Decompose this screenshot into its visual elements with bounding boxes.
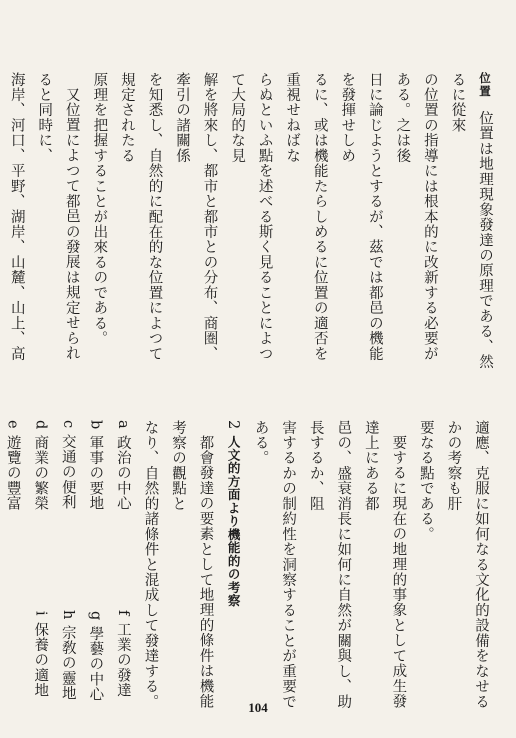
text-line: 要なる點である。 <box>417 420 434 542</box>
position-paragraph <box>85 72 498 372</box>
list-item <box>81 420 109 720</box>
list-item <box>26 420 54 720</box>
text-line: 要するに現在の地理的事象として成生發達上にある都 <box>362 420 407 709</box>
list-letter: c <box>59 420 76 429</box>
list-text: 交通の便利 <box>59 434 76 511</box>
lower-text-block <box>0 420 494 720</box>
text-line: を知悉し、自然的に配在的な位置によつて規定されたる <box>118 72 163 362</box>
list-text: 商業の繁榮 <box>32 435 49 512</box>
list-text: 政治の中心 <box>114 434 131 511</box>
text-line: 害するかの制約性を洞察することが重要である。 <box>252 420 297 710</box>
list-item <box>0 420 26 720</box>
text-line: 海岸、河口、平野、湖岸、山麓、山上、高 <box>8 72 25 362</box>
text-line: るに、或は機能たらしめるに位置の適否を重視せねばな <box>284 72 328 362</box>
text-line: 邑の、盛衰消長に如何に自然が關與し、助長するか、阻 <box>307 420 352 710</box>
text-line: らぬといふ點を述べる斯く見ることによつて大局的な見 <box>229 72 273 362</box>
function-list <box>0 420 136 720</box>
list-letter: a <box>114 420 131 430</box>
list-text: 保養の適地 <box>32 621 49 698</box>
text-line: 日に論じようとするが、茲では都邑の機能を發揮せしめ <box>339 72 383 362</box>
text-line: 解を將來し、都市と都市との分布、商圏、牽引の諸關係 <box>173 72 218 362</box>
list-text: 工業の發達 <box>114 621 131 698</box>
subsection-heading <box>219 420 247 720</box>
subsection-paragraph <box>136 420 219 720</box>
list-item <box>108 420 136 720</box>
list-text: 軍事の要地 <box>87 435 104 512</box>
position-paragraph-2 <box>0 72 85 372</box>
upper-text-block <box>0 72 498 372</box>
text-line: 原理を把握することが出來るのである。 <box>91 72 108 347</box>
page-number: 104 <box>248 700 268 715</box>
subsection-title: 人文的方面より機能的の考察 <box>226 435 242 608</box>
text-line: 又位置によつて都邑の發展は規定せられると同時に、 <box>36 72 80 361</box>
list-item <box>53 420 81 720</box>
text-line: 都會發達の要素として地理的條件は機能考察の觀點と <box>169 420 214 709</box>
list-letter: e <box>4 420 21 430</box>
list-text: 學藝の中心 <box>87 626 104 703</box>
text-line: 適應、克服に如何なる文化的設備をなせるかの考察も肝 <box>445 420 489 710</box>
list-text: 宗敎の靈地 <box>59 625 76 702</box>
text-line: なり、自然的諸條件と混成して發達する。 <box>142 420 159 710</box>
list-letter: h <box>59 609 76 620</box>
list-letter: b <box>87 420 104 431</box>
section-heading-position: 位置 <box>478 72 492 98</box>
list-letter: i <box>32 611 49 617</box>
summary-paragraph <box>246 420 411 720</box>
text-line: 位置は地理現象發達の原理である、然るに從來 <box>449 72 493 370</box>
list-letter: d <box>32 420 49 431</box>
subsection-number: 2 <box>225 420 242 430</box>
list-letter: g <box>87 611 104 622</box>
climate-continuation <box>411 420 494 720</box>
text-line: の位置の指導には根本的に改新する必要がある。之は後 <box>394 72 438 362</box>
list-letter: f <box>114 610 131 617</box>
list-text: 遊覽の豐富 <box>4 434 21 511</box>
